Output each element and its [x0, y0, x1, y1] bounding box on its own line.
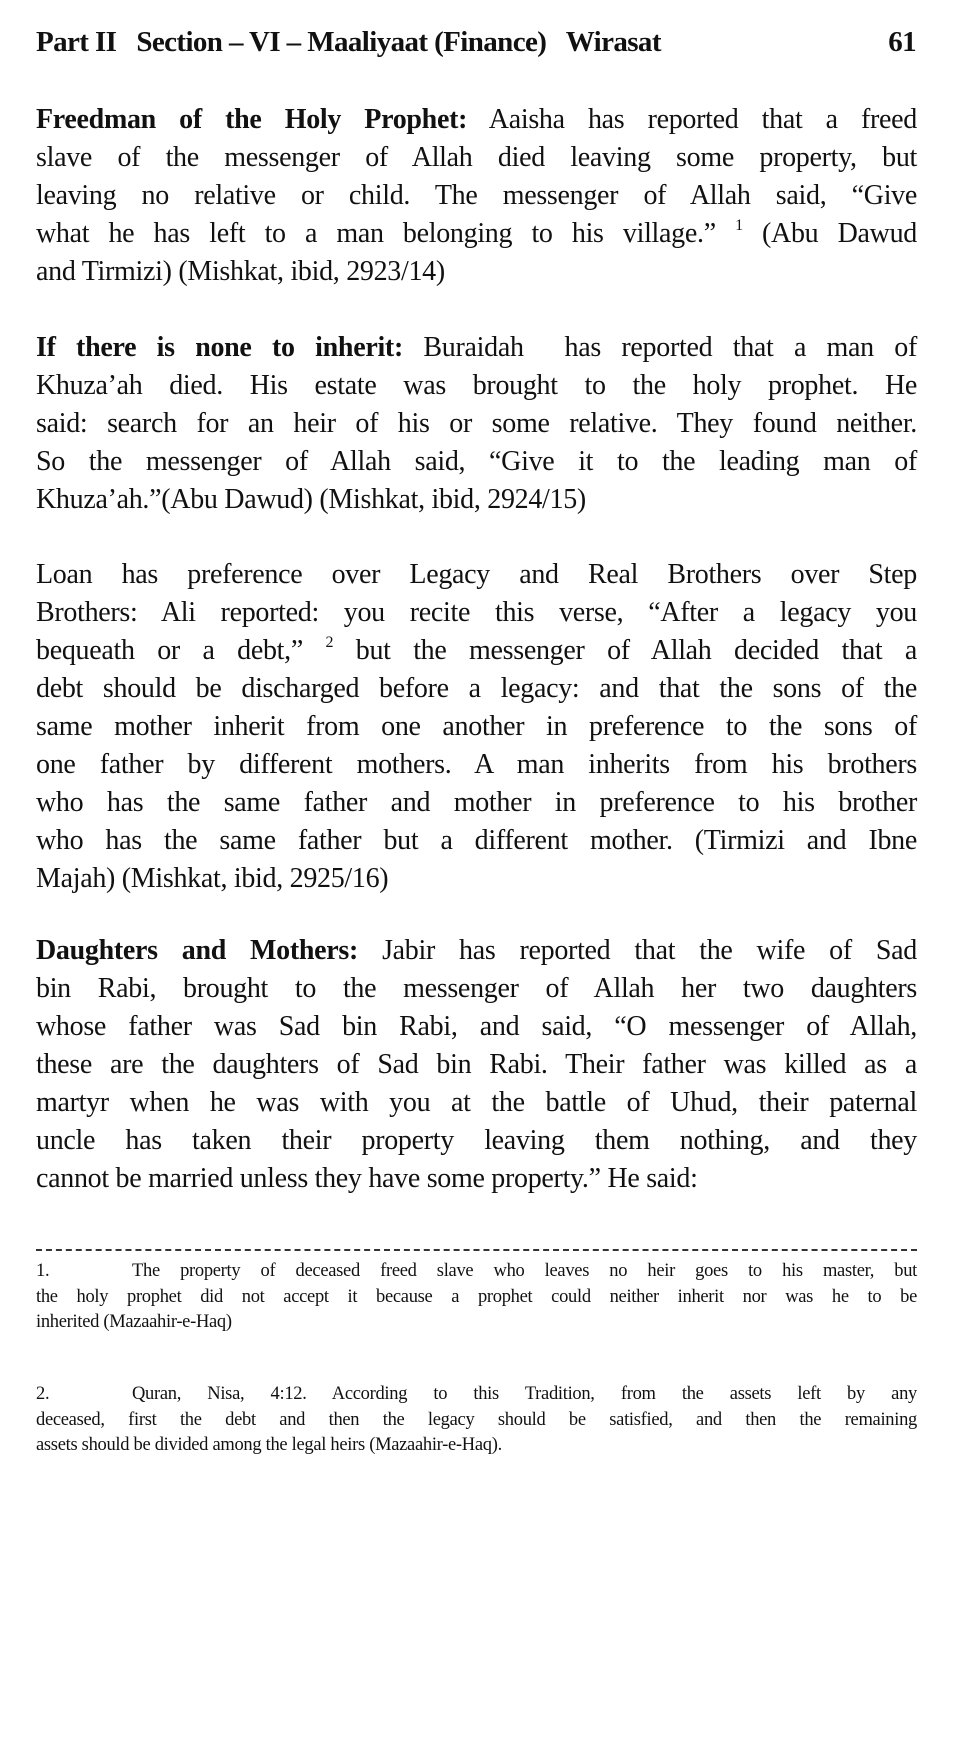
footnote-text: the holy prophet did not accept it because a prophet could neither inherit nor was he to be — [36, 1286, 917, 1307]
line-text: Khuza’ah.”(Abu Dawud) (Mishkat, ibid, 2924/15) — [36, 484, 586, 515]
text-line — [36, 860, 917, 898]
line-text: one father by different mothers. A man inherits from his brothers — [36, 749, 917, 780]
page-header — [36, 26, 916, 66]
text-line — [36, 594, 917, 632]
text-line — [36, 1122, 917, 1160]
text-line — [36, 215, 917, 253]
text-line — [36, 1160, 917, 1198]
footnote-line — [36, 1408, 917, 1434]
footnote-text: deceased, first the debt and then the legacy should be satisfied, and then the remaining — [36, 1409, 917, 1430]
line-text: Aaisha has reported that a freed — [467, 104, 917, 135]
text-line — [36, 670, 917, 708]
paragraph-heading: Daughters and Mothers: — [36, 935, 359, 966]
line-text: Loan has preference over Legacy and Real Brothers over Step — [36, 559, 917, 590]
footnote-text: Quran, Nisa, 4:12. According to this Tradition, from the assets left by any — [132, 1384, 917, 1404]
text-line — [36, 632, 917, 670]
text-line — [36, 556, 917, 594]
footnote-number: 2. — [36, 1384, 50, 1404]
line-text: Buraidah has reported that a man of — [402, 332, 917, 363]
footnote-line — [36, 1310, 917, 1336]
line-text: Majah) (Mishkat, ibid, 2925/16) — [36, 863, 389, 894]
text-line — [36, 822, 917, 860]
paragraph — [36, 932, 917, 1198]
text-line — [36, 708, 917, 746]
footnote-line — [36, 1382, 917, 1408]
line-text: Brothers: Ali reported: you recite this verse, “After a legacy you — [36, 597, 917, 628]
text-line — [36, 784, 917, 822]
footnote-text: assets should be divided among the legal heirs (Mazaahir-e-Haq). — [36, 1435, 502, 1456]
footnote-reference: 2 — [325, 634, 334, 651]
footnote-text: The property of deceased freed slave who leaves no heir goes to his master, but — [132, 1261, 917, 1281]
text-line — [36, 932, 917, 970]
line-text: uncle has taken their property leaving them nothing, and they — [36, 1125, 917, 1156]
footnote-number: 1. — [36, 1261, 50, 1281]
line-text: and Tirmizi) (Mishkat, ibid, 2923/14) — [36, 256, 445, 287]
line-text: Jabir has reported that the wife of Sad — [358, 935, 917, 966]
text-line — [36, 481, 917, 519]
footnote — [36, 1259, 917, 1336]
paragraph-heading: Freedman of the Holy Prophet: — [36, 104, 468, 135]
footnote-reference: 1 — [735, 217, 743, 234]
footnote-line — [36, 1285, 917, 1311]
running-title: Part II Section – VI – Maaliyaat (Finance) Wirasat — [36, 26, 661, 58]
line-text: slave of the messenger of Allah died leaving some property, but — [36, 142, 917, 173]
line-text: who has the same father and mother in preference to his brother — [36, 787, 917, 818]
line-text: cannot be married unless they have some property.” He said: — [36, 1163, 698, 1194]
line-text: leaving no relative or child. The messenger of Allah said, “Give — [36, 180, 917, 211]
line-text: whose father was Sad bin Rabi, and said, “O messenger of Allah, — [36, 1011, 917, 1042]
line-text: what he has left to a man belonging to his village.” — [36, 218, 736, 249]
paragraph — [36, 556, 917, 898]
line-text: same mother inherit from one another in preference to the sons of — [36, 711, 917, 742]
text-line — [36, 177, 917, 215]
footnote-text: inherited (Mazaahir-e-Haq) — [36, 1312, 232, 1333]
line-text: who has the same father but a different mother. (Tirmizi and Ibne — [36, 825, 917, 856]
text-line — [36, 329, 917, 367]
line-text: (Abu Dawud — [742, 218, 917, 249]
text-line — [36, 1084, 917, 1122]
text-line — [36, 253, 917, 291]
text-line — [36, 443, 917, 481]
text-line — [36, 139, 917, 177]
text-line — [36, 970, 917, 1008]
text-line — [36, 1046, 917, 1084]
text-line — [36, 101, 917, 139]
page-number: 61 — [888, 26, 916, 58]
footnote-separator — [36, 1249, 917, 1251]
line-text: these are the daughters of Sad bin Rabi. Their father was killed as a — [36, 1049, 917, 1080]
paragraph — [36, 329, 917, 519]
line-text: but the messenger of Allah decided that a — [333, 635, 918, 666]
line-text: So the messenger of Allah said, “Give it to the leading man of — [36, 446, 917, 477]
text-line — [36, 367, 917, 405]
line-text: martyr when he was with you at the battle of Uhud, their paternal — [36, 1087, 917, 1118]
line-text: bequeath or a debt,” — [36, 635, 326, 666]
text-line — [36, 746, 917, 784]
line-text: bin Rabi, brought to the messenger of Allah her two daughters — [36, 973, 917, 1004]
paragraph-heading: If there is none to inherit: — [36, 332, 403, 363]
text-line — [36, 405, 917, 443]
line-text: debt should be discharged before a legacy: and that the sons of the — [36, 673, 917, 704]
footnote-line — [36, 1259, 917, 1285]
line-text: said: search for an heir of his or some relative. They found neither. — [36, 408, 917, 439]
paragraph — [36, 101, 917, 291]
footnote — [36, 1382, 917, 1459]
footnote-line — [36, 1433, 917, 1459]
line-text: Khuza’ah died. His estate was brought to the holy prophet. He — [36, 370, 917, 401]
text-line — [36, 1008, 917, 1046]
